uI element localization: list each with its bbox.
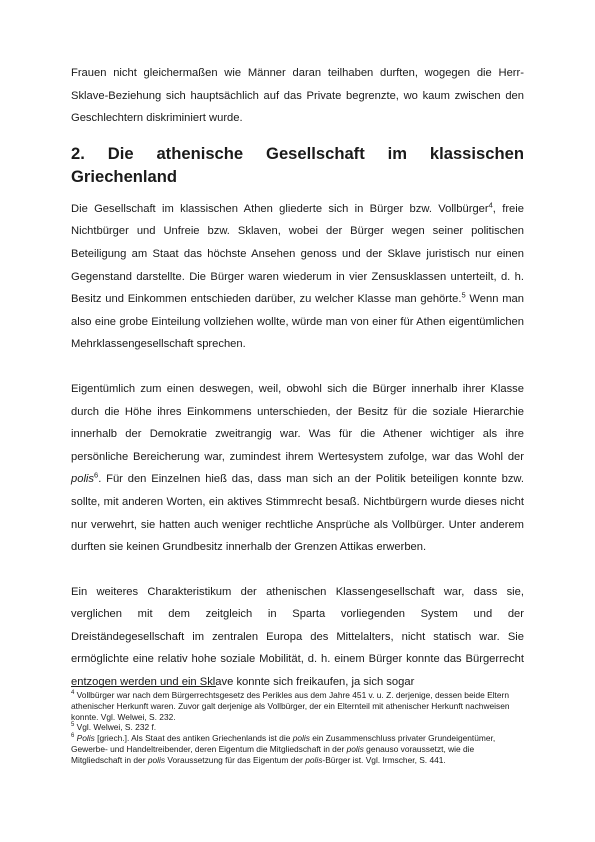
heading-word: Gesellschaft xyxy=(266,143,365,163)
italic-term: polis xyxy=(71,473,95,486)
footnote-6 xyxy=(71,733,524,765)
section-heading-line2: Griechenland xyxy=(71,166,178,186)
footnote-text: [griech.]. Als Staat des antiken Griechenlands ist die xyxy=(94,733,293,744)
footnote-4 xyxy=(71,690,524,722)
italic-term: polis xyxy=(147,754,166,765)
paragraph-text: Die Gesellschaft im klassischen Athen gliederte sich in Bürger bzw. Vollbürger xyxy=(71,202,489,215)
footnote-5 xyxy=(71,722,524,733)
heading-word: athenische xyxy=(156,143,244,163)
paragraph-3 xyxy=(71,581,524,697)
paragraph-text: Ein weiteres Charakteristikum der athenischen Klassengesellschaft war, dass sie, verglichen mit dem zeitgleich in Sparta vorliegenden System und der Dreiständegesellschaft im zentralen Europa des Mittelalters, nicht statisch war. Sie ermöglichte eine relativ hohe soziale Mobilität, d. h. einem Bürger konnte das Bürgerrecht entzogen werden und ein Sklave konnte sich freikaufen, ja sich sogar xyxy=(71,585,524,689)
paragraph-1 xyxy=(71,198,524,356)
section-heading-line1 xyxy=(71,142,524,165)
document-page xyxy=(71,62,524,697)
section-heading xyxy=(71,142,524,188)
footnote-text: ein Zusammenschluss privater Grundeigentümer, Gewerbe- und Handeltreibender, deren Eigentum die Mitgliedschaft in der xyxy=(71,733,496,754)
paragraph-intro-text: Frauen nicht gleichermaßen wie Männer daran teilhaben durften, wogegen die Herr-Sklave-Beziehung sich hauptsächlich auf das Private begrenzte, wo kaum zwischen den Geschlechtern diskriminiert wurde. xyxy=(71,67,524,125)
heading-word: klassischen xyxy=(429,143,524,163)
paragraph-text: Wenn man also eine grobe Einteilung vollziehen wollte, würde man von einer für Athen eigentümlichen Mehrklassengesellschaft sprechen. xyxy=(71,293,524,351)
heading-word: im xyxy=(387,143,407,163)
italic-term: polis xyxy=(346,743,364,754)
italic-term: polis xyxy=(305,754,323,765)
footnote-number: 4 xyxy=(71,690,75,697)
paragraph-text: , freie Nichtbürger und Unfreie bzw. Sklaven, wobei der Bürger wegen seiner politischen Beteiligung am Staat das höchste Ansehen genoss und der Sklave juristisch nur einen Gegenstand darstellte. Die Bürger waren wiederum in vier Zensusklassen unterteilt, d. h. Besitz und Einkommen entschieden darüber, zu welcher Klasse man gehörte. xyxy=(71,202,524,306)
paragraph-2 xyxy=(71,378,524,559)
paragraph-text: Eigentümlich zum einen deswegen, weil, obwohl sich die Bürger innerhalb ihrer Klasse durch die Höhe ihres Einkommens unterschieden, der Besitz für die soziale Hierarchie innerhalb der Demokratie zweitrangig war. Was für die Athener wichtiger als ihre persönliche Bereicherung war, zumindest ihrem Wertesystem zufolge, war das Wohl der xyxy=(71,382,524,463)
footnote-text: Voraussetzung für das Eigentum der xyxy=(165,754,306,765)
italic-term: polis xyxy=(292,733,310,744)
footnote-text: Vollbürger war nach dem Bürgerrechtsgesetz des Perikles aus dem Jahre 451 v. u. Z. derjenige, dessen beide Eltern athenischer Herkunft waren. Zuvor galt derjenige als Vollbürger, der ein Elternteil mit athenischer Herkunft nachweisen konnte. Vgl. Welwei, S. 232. xyxy=(71,690,510,722)
paragraph-text: . Für den Einzelnen hieß das, dass man sich an der Politik beteiligen konnte bzw. sollte, mit anderen Worten, ein aktives Stimmrecht besaß. Nichtbürgern wurde dieses nicht nur verwehrt, sie hatten auch weniger rechtliche Ansprüche als Vollbürger. Unter anderem durften sie keinen Grundbesitz innerhalb der Grenzen Attikas erwerben. xyxy=(71,473,524,554)
footnote-ref-6[interactable]: 6 xyxy=(94,470,99,480)
footnote-number: 6 xyxy=(71,733,75,740)
footnote-separator xyxy=(71,686,216,687)
footnote-text: -Bürger ist. Vgl. Irmscher, S. 441. xyxy=(322,754,446,765)
footnote-number: 5 xyxy=(71,722,75,729)
section-number: 2. xyxy=(71,143,85,163)
italic-term: Polis xyxy=(76,733,95,744)
footnotes xyxy=(71,686,524,766)
footnote-text: genauso voraussetzt, wie die Mitgliedschaft in der xyxy=(71,743,475,765)
footnote-ref-4[interactable]: 4 xyxy=(488,200,493,210)
paragraph-intro xyxy=(71,62,524,130)
footnote-text: Vgl. Welwei, S. 232 f. xyxy=(74,722,157,733)
heading-word: Die xyxy=(107,143,134,163)
footnote-ref-5[interactable]: 5 xyxy=(461,290,466,300)
